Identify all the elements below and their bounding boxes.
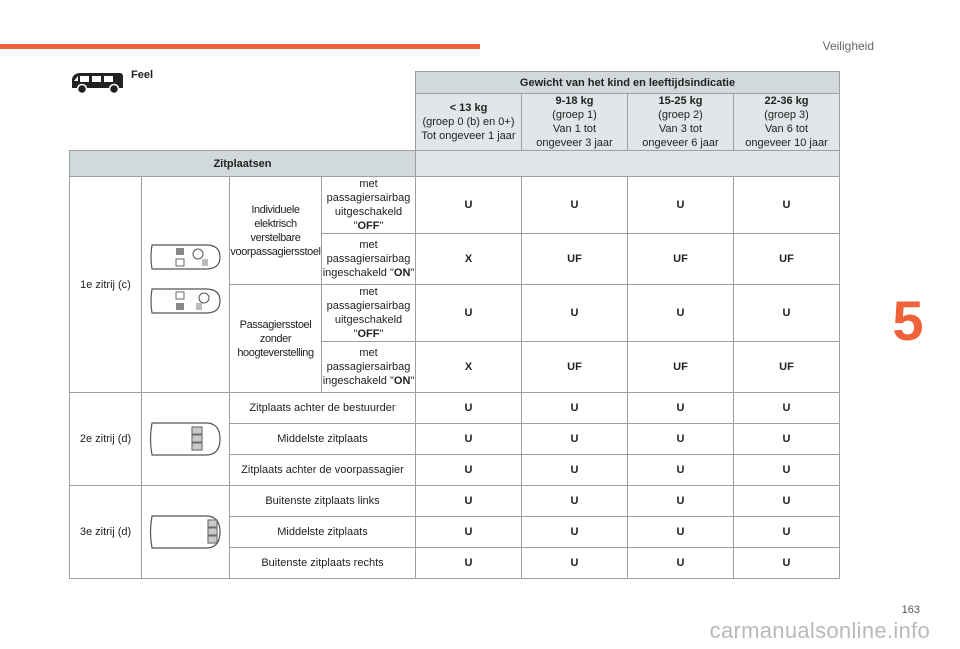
section-title: Veiligheid <box>822 39 874 53</box>
chapter-number: 5 <box>892 289 924 352</box>
value-cell: U <box>734 393 840 424</box>
value-cell: U <box>522 486 628 517</box>
value-cell: U <box>734 424 840 455</box>
value-cell: U <box>416 548 522 579</box>
value-cell: U <box>628 177 734 234</box>
value-cell: U <box>416 177 522 234</box>
seat-position: Middelste zitplaats <box>230 517 416 548</box>
accent-bar <box>0 44 480 49</box>
seat-type-a: Individuele elektrisch verstelbare voorpassagiersstoel <box>230 177 322 285</box>
airbag-off-a: met passagiersairbag uitgeschakeld "OFF" <box>322 177 416 234</box>
value-cell: U <box>522 548 628 579</box>
second-row-diagram <box>142 393 230 486</box>
seat-header: Zitplaatsen <box>70 151 416 177</box>
value-cell: U <box>734 517 840 548</box>
seat-table <box>69 71 840 579</box>
value-cell: U <box>734 548 840 579</box>
third-row-diagram <box>142 486 230 579</box>
seat-position: Zitplaats achter de voorpassagier <box>230 455 416 486</box>
value-cell: U <box>628 393 734 424</box>
group-1-header: 9-18 kg (groep 1) Van 1 tot ongeveer 3 jaar <box>522 94 628 151</box>
value-cell: UF <box>522 234 628 285</box>
seat-position: Zitplaats achter de bestuurder <box>230 393 416 424</box>
group-3-header: 22-36 kg (groep 3) Van 6 tot ongeveer 10 jaar <box>734 94 840 151</box>
value-cell: U <box>628 424 734 455</box>
value-cell: U <box>628 285 734 342</box>
value-cell: U <box>416 285 522 342</box>
value-cell: UF <box>522 342 628 393</box>
group-0-header: < 13 kg (groep 0 (b) en 0+) Tot ongeveer 1 jaar <box>416 94 522 151</box>
value-cell: X <box>416 234 522 285</box>
value-cell: U <box>522 424 628 455</box>
value-cell: U <box>734 455 840 486</box>
value-cell: U <box>522 517 628 548</box>
value-cell: U <box>522 177 628 234</box>
airbag-off-b: met passagiersairbag uitgeschakeld "OFF" <box>322 285 416 342</box>
watermark: carmanualsonline.info <box>709 618 930 643</box>
car-second-row-icon <box>146 419 226 459</box>
weight-header: Gewicht van het kind en leeftijdsindicatie <box>416 72 840 94</box>
page-number: 163 <box>901 604 920 616</box>
seat-position: Middelste zitplaats <box>230 424 416 455</box>
airbag-on-b: met passagiersairbag ingeschakeld "ON" <box>322 342 416 393</box>
row3-label: 3e zitrij (d) <box>70 486 142 579</box>
value-cell: UF <box>734 342 840 393</box>
front-seat-diagram <box>142 177 230 393</box>
value-cell: U <box>522 285 628 342</box>
value-cell: UF <box>734 234 840 285</box>
value-cell: U <box>416 455 522 486</box>
value-cell: UF <box>628 342 734 393</box>
car-front-seat-icon <box>146 235 226 335</box>
value-cell: U <box>628 548 734 579</box>
value-cell: U <box>522 393 628 424</box>
seat-position: Buitenste zitplaats links <box>230 486 416 517</box>
value-cell: U <box>416 486 522 517</box>
row2-label: 2e zitrij (d) <box>70 393 142 486</box>
vehicle-label: Feel <box>131 69 154 81</box>
row1-label: 1e zitrij (c) <box>70 177 142 393</box>
value-cell: U <box>734 177 840 234</box>
seat-position: Buitenste zitplaats rechts <box>230 548 416 579</box>
value-cell: U <box>628 517 734 548</box>
value-cell: X <box>416 342 522 393</box>
airbag-on-a: met passagiersairbag ingeschakeld "ON" <box>322 234 416 285</box>
seat-type-b: Passagiersstoel zonder hoogteverstelling <box>230 285 322 393</box>
value-cell: UF <box>628 234 734 285</box>
car-third-row-icon <box>146 512 226 552</box>
value-cell: U <box>734 285 840 342</box>
group-2-header: 15-25 kg (groep 2) Van 3 tot ongeveer 6 jaar <box>628 94 734 151</box>
value-cell: U <box>522 455 628 486</box>
value-cell: U <box>734 486 840 517</box>
value-cell: U <box>416 424 522 455</box>
value-cell: U <box>416 517 522 548</box>
value-cell: U <box>628 486 734 517</box>
value-cell: U <box>416 393 522 424</box>
value-cell: U <box>628 455 734 486</box>
